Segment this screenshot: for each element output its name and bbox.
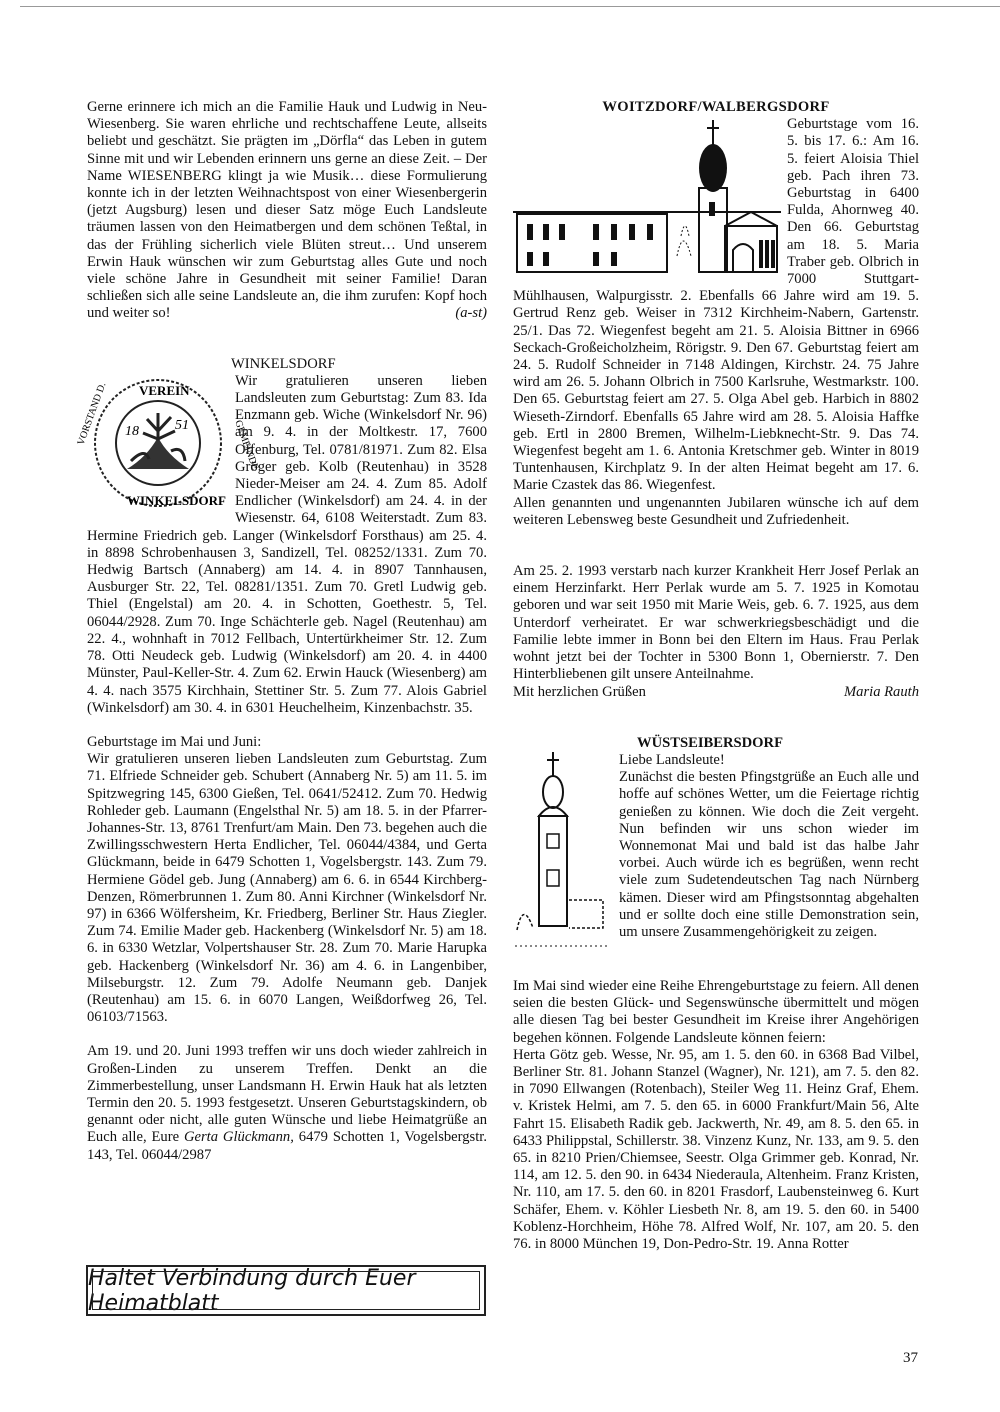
heimatblatt-banner: Haltet Verbindung durch Euer Heimatblatt	[86, 1265, 486, 1316]
winkelsdorf-heading: WINKELSDORF	[231, 355, 336, 372]
mai-juni-heading: Geburtstage im Mai und Juni:	[87, 733, 262, 750]
perlak-signature: Maria Rauth	[844, 683, 919, 700]
winkelsdorf-seal-emblem	[75, 373, 261, 513]
ehren-birthday-list: Herta Götz geb. Wesse, Nr. 95, am 1. 5. den 60. in 6368 Bad Vilbel, Berliner Str. 81. Johann Stanzel (Wagner), Nr. 121), am 7. 5. den 82. in 7090 Ellwangen (Rotenbach), Steiler Weg 11. Heinz Graf, Ehem. v. Kristek Helmi, am 7. 5. den 65. in 6000 Frankfurt/Main 56, Alte Fahrt 15. Elisabeth Radik geb. Jackwerth, Nr. 49, am 8. 5. den 65. in 6433 Philippstal, Schillerstr. 38. Vinzenz Kunz, Nr. 133, am 9. 5. den 65. in 8210 Prien/Chiemsee, Seestr. Olga Grimmer geb. Konrad, Nr. 114, am 12. 5. den 90. in 6434 Niederaula, Altenheim. Franz Kristen, Nr. 110, am 17. 5. den 60. in 8201 Frasdorf, Laubensteinweg 6. Kurt Schäfer, Ehem. v. Köhler Liesbeth Nr. 8, am 19. 5. den 60. in 5400 Koblenz-Horchheim, Höhe 78. Alfred Wolf, Nr. 107, am 20. 5. den 76. in 8000 München 19, Don-Pedro-Str. 19. Anna Rotter	[513, 1046, 919, 1252]
right-column	[513, 99, 919, 1253]
intro-signature: (a-st)	[455, 305, 487, 322]
wuest-section	[513, 735, 919, 941]
treffen-paragraph: Am 19. und 20. Juni 1993 treffen wir uns doch wieder zahlreich in Großen-Linden zu unserem Treffen. Denkt an die Zimmerbestellung, unser Landsmann H. Erwin Hauk hat als letzten Termin den 20. 5. 1993 festgesetzt. Unseren Geburtstagskindern, ob genannt oder nicht, alle guten Wünsche und liebe Heimatgrüße an Euch alle, Eure Gerta Glückmann, 6479 Schotten 1, Vogelsbergstr. 143, Tel. 06044/2987	[87, 1043, 487, 1163]
page-number: 37	[903, 1350, 918, 1366]
seal-top-text: VEREIN	[139, 382, 190, 398]
winkelsdorf-section	[75, 372, 487, 717]
wuest-paragraph: Zunächst die besten Pfingstgrüße an Euch alle und hoffe auf schönes Wetter, um die Feiertage richtig genießen zu können. Wie doch die Zeit vergeht. Nun befinden wir uns schon wieder im Wonnemonat Mai und bald ist das halbe Jahr vorbei. Auch würde ich es begrüßen, wenn recht viele zum Sudetendeutschen Tag nach Nürnberg kämen. Dieser wird am Pfingstsonntag abgehalten und er sollte doch eine stille Demonstration sein, um unsere Zusammengehörigkeit zu zeigen.	[619, 769, 919, 940]
perlak-signoff	[513, 684, 919, 701]
woitzdorf-birthdays: Geburtstage vom 16. 5. bis 17. 6.: Am 16. 5. feiert Aloisia Thiel geb. Pach ihren 73. Geburtstag in 6400 Fulda, Ahornweg 40. Den 66. Geburtstag am 18. 5. Maria Traber geb. Olbrich in 7000 Stuttgart-Mühlhausen, Walpurgisstr. 2. Ebenfalls 66 Jahre wird am 19. 5. Gertrud Renz geb. Weiser in 7312 Kirchheim-Nabern, Gartenstr. 25/1. Das 72. Wiegenfest begeht am 21. 5. Aloisia Bittner in 6966 Seckach-Großeicholzheim, Rörigstr. 9. Den 67. Geburtstag feiert am 24. 5. Rudolf Schneider in 7148 Aldingen, Kirchstr. 24. 75 Jahre wird am 26. 5. Johann Olbrich in 7500 Karlsruhe, Westmarkstr. 100. Den 65. Geburtstag feiert am 27. 5. Olga Abel geb. Harbich in 8802 Wieseth-Zirndorf. Ebenfalls 65 Jahre wird am 28. 5. Aloisia Haffke geb. Ertl in 2800 Bremen, Wilhelm-Liebknecht-Str. 9. Das 74. Wiegenfest begeht am 1. 6. Antonia Kretschmer geb. Winter in 8019 Tuntenhausen, Kirchplatz 9. In der alten Heimat begeht am 17. 6. Marie Czastek das 86. Wiegenfest.	[513, 116, 919, 494]
perlak-obituary: Am 25. 2. 1993 verstarb nach kurzer Krankheit Herr Josef Perlak an einem Herzinfarkt. Herr Perlak wurde am 5. 7. 1925 in Komotau geboren und war seit 1950 mit Marie Weis, geb. 6. 7. 1925, aus dem Unterdorf verheiratet. Er war schwerkriegsbeschädigt und die Familie lebte immer in Bonn bei den Eltern im Haus. Frau Perlak wohnt jetzt bei der Tochter in 5300 Bonn 1, Obernierstr. 7. Den Hinterbliebenen gilt unsere Anteilnahme.	[513, 563, 919, 683]
seal-year-right: 51	[175, 417, 189, 433]
perlak-closing: Mit herzlichen Grüßen	[513, 683, 646, 700]
seal-right-text: GEMEINDE	[232, 418, 261, 472]
woitzdorf-section	[513, 116, 919, 494]
woitzdorf-heading: WOITZDORF/WALBERGSDORF	[602, 99, 830, 115]
mai-juni-birthdays: Wir gratulieren unseren lieben Landsleuten zum Geburtstag. Zum 71. Elfriede Schneider geb. Schubert (Annaberg Nr. 5) am 11. 5. im Spitzwegring 145, 6300 Gießen, Tel. 0641/52412. Zum 70. Hedwig Rohleder geb. Laumann (Engelsthal Nr. 5) am 18. 5. in der Pfarrer-Johannes-Str. 13, 8761 Trenfurt/am Main. Den 73. begehen auch die Zwillingsschwestern Herta Endlicher, Tel. 06044/4384, und Gerta Glückmann, beide in 6479 Schotten 1, Vogelsbergstr. 143. Zum 79. Hermiene Gödel geb. Jung (Annaberg) am 6. 6. in 6544 Kirchberg-Denzen, Römerbrunnen 1. Zum 80. Anni Kirchner (Winkelsdorf Nr. 97) in 6366 Wölfersheim, Kr. Friedberg, Berliner Str. Haus Ziegler. Zum 74. Emilie Mader geb. Hackenberg (Winkelsdorf Nr. 5) am 18. 6. in 6330 Wetzlar, Volpertshauser Str. 28. Zum 70. Marie Harupka geb. Hackenberg (Winkelsdorf Nr. 36) am 4. 6. in Langenbiber, Milseburgstr. 12. Zum 79. Adolfe Neumann geb. Danjek (Reutenhau) am 15. 6. in 6070 Langen, Weißdorfweg 26, Tel. 06103/71563.	[87, 751, 487, 1026]
seal-year-left: 18	[125, 423, 139, 439]
ehren-intro: Im Mai sind wieder eine Reihe Ehrengeburtstage zu feiern. All denen seien die besten Glück- und Segenswünsche übermittelt und mögen alle diesen Tag bei bester Gesundheit im Kreise ihrer Angehörigen begehen können. Folgende Landsleute können feiern:	[513, 977, 919, 1046]
wuest-greeting: Liebe Landsleute!	[619, 751, 725, 768]
intro-paragraph: Gerne erinnere ich mich an die Familie Hauk und Ludwig in Neu-Wiesenberg. Sie waren ehrliche und rechtschaffene Leute, allseits beliebt und geschätzt. Sie prägten im „Dörfla“ das Leben in gutem Sinne mit und wir Lebenden erinnern uns gerne an diese Zeit. – Der Name WIESENBERG klingt ja wie Musik… diese Formulierung konnte ich in der letzten Weihnachtspost von einer Wiesenbergerin (jetzt Augsburg) lesen und dieser Satz möge Euch Landsleute träumen lassen von den Heimatbergen und dem schönen Teßtal, in das der Frühling sicherlich viele Blüten streut… Und unserem Erwin Hauk wünschen wir zum Geburtstag alles Gute und noch viele schöne Jahre in Gesundheit mit seiner Familie! Daran schließen sich alle seine Landsleute an, die ihm zurufen: Kopf hoch und weiter so! (a-st)	[87, 99, 487, 322]
left-column	[75, 99, 487, 1164]
treffen-signature: Gerta Glückmann,	[183, 1129, 294, 1146]
winkelsdorf-birthdays: Wir gratulieren unseren lieben Landsleuten zum Geburtstag: Zum 83. Ida Enzmann geb. Wiche (Winkelsdorf Nr. 96) am 9. 4. in der Moltkestr. 17, 7600 Offenburg, Tel. 0781/81971. Zum 82. Elsa Gröger geb. Kolb (Reutenhau) in 3528 Nieder-Meiser am 24. 4. Zum 85. Adolf Endlicher (Winkelsdorf) am 24. 4. in der Wiesenstr. 64, 6108 Weiterstadt. Zum 83. Hermine Friedrich geb. Langer (Winkelsdorf Forsthaus) am 25. 4. in 8898 Schrobenhausen 3, Sandizell, Tel. 08252/1331. Zum 70. Hedwig Bartsch (Annaberg) am 14. 4. in 8907 Tannhausen, Ausburger Str. 22, Tel. 08281/1351. Zum 70. Gretl Ludwig geb. Thiel (Engelstal) am 20. 4. in Schotten, Goethestr. 5, Tel. 06044/2928. Zum 70. Inge Schächterle geb. Nagel (Reutenhau) am 22. 4., wohnhaft in 7012 Fellbach, Untertürkheimer Str. 12. Zum 78. Otti Neudeck geb. Ludwig (Winkelsdorf) am 20. 4. in 4400 Münster, Paul-Keller-Str. 4. Zum 62. Erwin Hauck (Wiesenberg) am 4. 4. nach 3575 Kirchhain, Stettiner Str. 5. Zum 77. Alois Gabriel (Winkelsdorf) am 30. 4. in 6301 Heuchelheim, Kinzenbachstr. 35.	[87, 372, 487, 716]
seal-left-text: VORSTAND D.	[75, 380, 109, 447]
wuest-heading: WÜSTSEIBERSDORF	[637, 734, 783, 751]
woitzdorf-church-illustration	[513, 116, 781, 276]
wuest-church-tower-illustration	[513, 750, 613, 960]
seal-bottom-text: WINKELSDORF	[127, 492, 226, 508]
top-rule	[20, 6, 1000, 7]
woitzdorf-wish: Allen genannten und ungenannten Jubilaren wünsche ich auf dem weiteren Lebensweg beste Gesundheit und Zufriedenheit.	[513, 494, 919, 528]
